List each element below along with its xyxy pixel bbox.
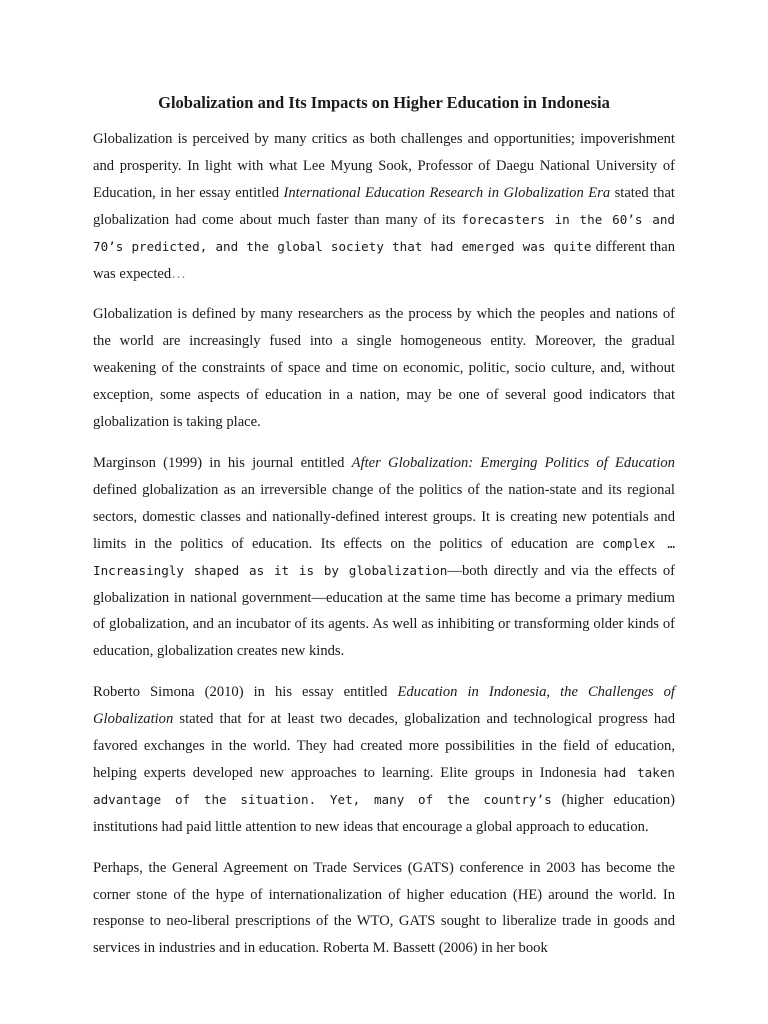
paragraph-4-text-c: stated that for at least two decades, globalization and technological progress had favored exchanges in the world. They had created more possibilities in the field of education, helping experts developed new approaches to learning. Elite groups in Indonesia bbox=[93, 711, 675, 781]
paragraph-2: Globalization is defined by many researchers as the process by which the peoples and nations of the world are increasingly fused into a single homogeneous entity. Moreover, the gradual weakening of the constraints of space and time on economic, politic, socio culture, and, without exception, some aspects of education in a nation, may be one of several good indicators that globalization is taking place. bbox=[93, 306, 675, 431]
paragraph-1-text-c: stated that globalization had come about much faster than many of its bbox=[93, 184, 675, 228]
paragraph-4 bbox=[93, 679, 675, 840]
paragraph-1-ellipsis: … bbox=[171, 265, 186, 282]
paragraph-3-text-c: defined globalization as an irreversible change of the politics of the nation-state and its regional sectors, domestic classes and nationally-defined interest groups. It is creating new potentials and limits in the politics of education. Its effects on the politics of education are bbox=[93, 481, 675, 552]
paragraph-3 bbox=[93, 450, 675, 665]
paragraph-3-italic-title: After Globalization: Emerging Politics of Education bbox=[351, 454, 675, 471]
paragraph-3-text-e: —both directly and via the effects of globalization in national government—education at the same time has become a primary medium of globalization, and an incubator of its agents. As well as inhibiting or transforming older kinds of education, globalization creates new kinds. bbox=[93, 562, 675, 660]
document-title: Globalization and Its Impacts on Higher Education in Indonesia bbox=[158, 93, 610, 112]
paragraph-1 bbox=[93, 126, 675, 287]
paragraph-4-text-d: had taken advantage of the situation. Yet, many of the country’s bbox=[93, 764, 675, 807]
paragraph-4-italic-title: Education in Indonesia, the Challenges of Globalization bbox=[93, 684, 675, 728]
paragraph-4-text-e: (higher education) institutions had paid little attention to new ideas that encourage a global approach to education. bbox=[93, 791, 676, 835]
paragraph-1-text-e: different than was expected bbox=[93, 238, 675, 282]
paragraph-5: Perhaps, the General Agreement on Trade Services (GATS) conference in 2003 has become the corner stone of the hype of internationalization of higher education (HE) around the world. In response to neo-liberal prescriptions of the WTO, GATS sought to liberalize trade in goods and services in industries and in education. Roberta M. Bassett (2006) in her book bbox=[93, 859, 675, 957]
paragraph-1-text-a: Globalization is perceived by many critics as both challenges and opportunities; impoverishment and prosperity. In light with what Lee Myung Sook, Professor of Daegu National University of Education, in her essay entitled bbox=[93, 131, 675, 201]
paragraph-4-text-a: Roberto Simona (2010) in his essay entitled bbox=[93, 684, 398, 701]
paragraph-1-text-d: forecasters in the 60’s and 70’s predicted, and the global society that had emerged was quite bbox=[93, 211, 675, 254]
paragraph-3-text-a: Marginson (1999) in his journal entitled bbox=[93, 454, 352, 471]
document-page bbox=[93, 90, 675, 976]
paragraph-1-italic-title: International Education Research in Globalization Era bbox=[283, 184, 611, 201]
paragraph-3-text-d: complex … Increasingly shaped as it is by globalization bbox=[93, 535, 675, 578]
